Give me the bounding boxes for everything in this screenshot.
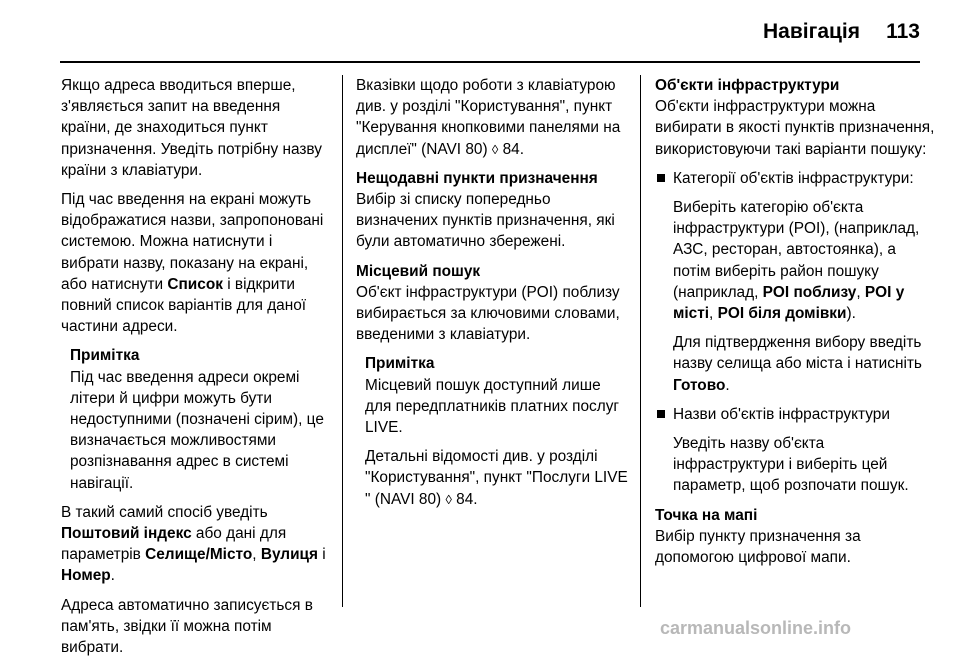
note-text — [365, 446, 628, 510]
column-2 — [356, 75, 628, 518]
note-text: Під час введення адреси окремі літери й цифри можуть бути недоступними (позначені сірим), це визначається можливостями розпізнавання адрес в системі навігації. — [70, 368, 324, 492]
column-divider — [640, 75, 641, 607]
column-divider — [342, 75, 343, 607]
text: або дані для параметрів — [61, 525, 287, 564]
text: 84. — [451, 490, 478, 508]
page-title: Навігація — [762, 20, 860, 43]
bullet-title: Категорії об'єктів інфраструктури: — [673, 169, 914, 187]
term-list: Список — [167, 275, 223, 293]
section-heading: Нещодавні пункти призначення — [356, 169, 598, 187]
column-3 — [655, 75, 935, 576]
text: . — [725, 376, 730, 394]
section-heading: Точка на мапі — [655, 506, 758, 524]
term-number: Номер — [61, 567, 111, 585]
paragraph: Якщо адреса вводиться вперше, з'являється запит на введення країни, де знаходиться пункт призначення. Уведіть потрібну назву країни з клавіатури. — [61, 77, 322, 179]
term-postal-code: Поштовий індекс — [61, 525, 192, 543]
term-done: Готово — [673, 376, 726, 394]
term-city: Селище/Місто — [145, 546, 253, 564]
text: і відкрити повний список варіантів для даної частини адреси. — [61, 275, 307, 336]
section — [655, 75, 935, 160]
term-street: Вулиця — [260, 546, 318, 564]
note-title: Примітка — [365, 355, 435, 373]
watermark: carmanualsonline.info — [660, 618, 852, 638]
section-text: Об'єкти інфраструктури можна вибирати в якості пунктів призначення, використовуючи такі варіанти пошуку: — [655, 98, 935, 158]
text: . — [110, 567, 115, 585]
list-item — [655, 168, 935, 396]
bullet-text: Уведіть назву об'єкта інфраструктури і виберіть цей параметр, щоб розпочати пошук. — [673, 435, 909, 495]
text: Для підтвердження вибору введіть назву селища або міста і натисніть — [673, 334, 922, 373]
term-poi-in-city: POI у місті — [673, 283, 905, 323]
term-poi-nearby: POI поблизу — [762, 283, 857, 301]
note-text: Місцевий пошук доступний лише для передплатників платних послуг LIVE. — [365, 376, 620, 437]
text: 84. — [498, 140, 524, 158]
paragraph: Адреса автоматично записується в пам'ять, звідки її можна потім вибрати. — [61, 596, 313, 657]
note-title: Примітка — [70, 347, 140, 365]
paragraph — [356, 75, 628, 160]
text: Під час введення на екрані можуть відображатися назви, запропоновані системою. Можна натиснути і вибрати назву, показану на екрані, або натиснути — [61, 191, 324, 293]
page-ref-arrow-icon: ◊ — [445, 491, 452, 507]
section-heading: Місцевий пошук — [356, 262, 481, 280]
page-header — [0, 0, 960, 62]
note-box — [356, 353, 628, 509]
text: В такий самий спосіб уведіть — [61, 503, 268, 521]
section — [356, 261, 628, 346]
note-box — [61, 345, 333, 493]
section-text: Вибір пункту призначення за допомогою цифрової мапи. — [655, 527, 861, 567]
paragraph — [61, 189, 333, 337]
header-divider — [60, 61, 920, 63]
section — [655, 505, 935, 569]
bullet-title: Назви об'єктів інфраструктури — [673, 405, 890, 423]
text: Виберіть категорію об'єкта інфраструктури (POI), (наприклад, АЗС, ресторан, автостоянка), а потім виберіть район пошуку (наприклад, — [673, 199, 920, 301]
text: Детальні відомості див. у розділі "Користування", пункт "Послуги LIVE " (NAVI 80) — [365, 448, 628, 508]
section-heading: Об'єкти інфраструктури — [655, 77, 840, 94]
bullet-text — [673, 197, 935, 324]
bullet-icon — [657, 410, 665, 418]
text: , — [709, 305, 718, 323]
text: , — [252, 546, 261, 564]
bullet-text — [673, 332, 935, 396]
text: ). — [846, 305, 856, 323]
column-1 — [61, 75, 333, 666]
section-text: Об'єкт інфраструктури (POI) поблизу вибирається за ключовими словами, введеними з клавіатури. — [356, 283, 620, 344]
section-text: Вибір зі списку попередньо визначених пунктів призначення, які були автоматично збережені. — [356, 191, 615, 251]
text: Вказівки щодо роботи з клавіатурою див. у розділі "Користування", пункт "Керування кнопковими панелями на дисплеї" (NAVI 80) — [356, 77, 621, 158]
list-item — [655, 404, 935, 497]
text: , — [856, 283, 865, 301]
section — [356, 168, 628, 253]
bullet-icon — [657, 174, 665, 182]
page-ref-arrow-icon: ◊ — [491, 141, 499, 157]
paragraph — [61, 502, 333, 587]
page-number: 113 — [886, 20, 920, 43]
text: і — [317, 546, 326, 564]
term-poi-near-home: POI біля домівки — [717, 305, 847, 323]
